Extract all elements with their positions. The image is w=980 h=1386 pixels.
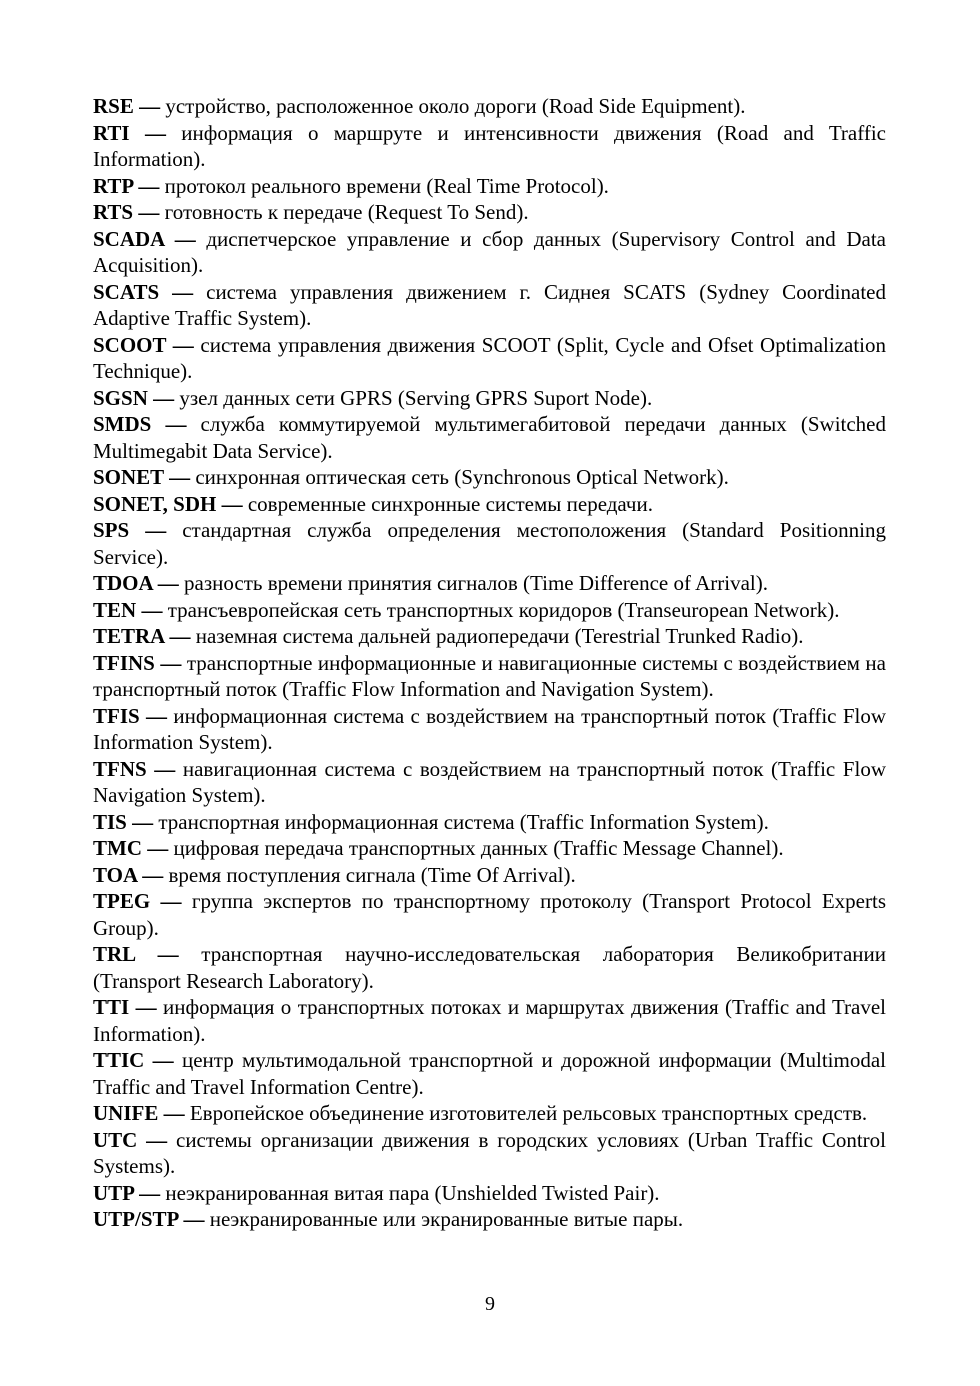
glossary-entry (93, 756, 886, 809)
glossary-entry (93, 862, 886, 889)
glossary-entry (93, 650, 886, 703)
glossary-entry (93, 226, 886, 279)
glossary-term: TMC (93, 836, 142, 860)
term-separator: — (133, 200, 165, 224)
glossary-entry (93, 491, 886, 518)
term-separator: — (136, 862, 169, 887)
term-separator: — (136, 597, 168, 622)
glossary-term: TDOA (93, 571, 153, 595)
term-separator: — (126, 809, 159, 834)
page-number: 9 (485, 1293, 495, 1315)
glossary-definition: группа экспертов по транспортному протоколу (Transport Protocol Experts Group). (93, 889, 886, 940)
term-separator: — (159, 279, 207, 304)
term-separator: — (146, 756, 183, 781)
glossary-entry (93, 1100, 886, 1127)
term-separator: — (166, 332, 201, 357)
term-separator: — (164, 226, 207, 251)
glossary-term: SCATS (93, 279, 160, 304)
term-separator: — (163, 465, 196, 489)
glossary-term: TIS (93, 809, 127, 834)
term-separator: — (147, 385, 180, 410)
glossary-entry (93, 464, 886, 491)
term-separator: — (152, 571, 185, 595)
term-separator: — (133, 94, 166, 118)
glossary-entry (93, 93, 886, 120)
term-separator: — (154, 650, 187, 675)
glossary-definition: служба коммутируемой мультимегабитовой передачи данных (Switched Multimegabit Data Service). (93, 412, 887, 463)
glossary-entry (93, 173, 886, 200)
glossary-entry (93, 888, 886, 941)
glossary-definition: готовность к передаче (Request To Send). (164, 200, 529, 224)
glossary-entry (93, 570, 886, 597)
term-separator: — (150, 889, 192, 913)
glossary-term: SMDS (93, 412, 152, 436)
glossary-entry (93, 1180, 886, 1207)
term-separator: — (133, 173, 165, 198)
glossary-entry (93, 809, 886, 836)
glossary-definition: неэкранированная витая пара (Unshielded Twisted Pair). (165, 1180, 660, 1205)
glossary-entry (93, 1047, 886, 1100)
glossary-definition: диспетчерское управление и сбор данных (Supervisory Control and Data Acquisition). (93, 226, 887, 277)
glossary-definition: разность времени принятия сигналов (Time Difference of Arrival). (184, 571, 768, 595)
term-separator: — (137, 1127, 176, 1152)
glossary-term: RTP (93, 173, 134, 198)
glossary-definition: неэкранированные или экранированные витые пары. (209, 1207, 684, 1231)
term-separator: — (158, 1101, 190, 1125)
glossary-definition: информационная система с воздействием на транспортный поток (Traffic Flow Information System). (93, 703, 886, 754)
glossary-definition: системы организации движения в городских условиях (Urban Traffic Control Systems). (93, 1127, 887, 1178)
glossary-term: TFINS (93, 650, 155, 675)
glossary-term: TTIC (93, 1048, 145, 1072)
glossary-entry (93, 385, 886, 412)
glossary-entry (93, 623, 886, 650)
glossary-definition: узел данных сети GPRS (Serving GPRS Suport Node). (179, 385, 653, 410)
term-separator: — (142, 836, 174, 860)
glossary-term: TPEG (93, 889, 151, 913)
glossary-definition: современные синхронные системы передачи. (247, 491, 653, 516)
glossary-definition: трансъевропейская сеть транспортных коридоров (Transeuropean Network). (167, 597, 840, 622)
glossary-definition: протокол реального времени (Real Time Protocol). (164, 173, 609, 198)
glossary-entry (93, 597, 886, 624)
glossary-definition: система управления движения SCOOT (Split, Cycle and Ofset Optimalization Technique). (93, 332, 887, 383)
glossary-term: RTS (93, 200, 134, 224)
glossary-entry (93, 199, 886, 226)
glossary-list (93, 93, 886, 1233)
glossary-term: TETRA (93, 624, 165, 648)
glossary-term: UTP/STP (93, 1207, 179, 1231)
glossary-term: TFNS (93, 756, 147, 781)
glossary-entry (93, 835, 886, 862)
term-separator: — (129, 518, 183, 542)
glossary-entry (93, 1206, 886, 1233)
glossary-definition: информация о транспортных потоках и маршрутах движения (Traffic and Travel Information). (93, 995, 886, 1046)
glossary-entry (93, 703, 886, 756)
glossary-term: TTI (93, 995, 130, 1019)
term-separator: — (178, 1207, 210, 1231)
term-separator: — (139, 703, 174, 728)
glossary-definition: центр мультимодальной транспортной и дорожной информации (Multimodal Traffic and Travel Information Centre). (93, 1048, 886, 1099)
glossary-definition: устройство, расположенное около дороги (Road Side Equipment). (165, 94, 746, 118)
glossary-term: TFIS (93, 703, 140, 728)
glossary-entry (93, 1127, 886, 1180)
glossary-definition: цифровая передача транспортных данных (Traffic Message Channel). (173, 836, 784, 860)
term-separator: — (144, 1048, 182, 1072)
glossary-term: SGSN (93, 385, 148, 410)
glossary-term: TEN (93, 597, 137, 622)
glossary-term: SONET (93, 465, 164, 489)
term-separator: — (135, 942, 202, 966)
glossary-term: RSE (93, 94, 134, 118)
glossary-entry (93, 517, 886, 570)
term-separator: — (216, 491, 248, 516)
glossary-definition: время поступления сигнала (Time Of Arrival). (168, 862, 576, 887)
glossary-definition: стандартная служба определения местоположения (Standard Positionning Service). (93, 518, 887, 569)
glossary-term: TOA (93, 862, 137, 887)
term-separator: — (129, 995, 164, 1019)
glossary-term: SONET, SDH (93, 491, 217, 516)
glossary-term: UTC (93, 1127, 138, 1152)
glossary-entry (93, 941, 886, 994)
glossary-definition: навигационная система с воздействием на транспортный поток (Traffic Flow Navigation System). (93, 756, 886, 807)
glossary-term: UNIFE (93, 1101, 159, 1125)
glossary-term: RTI (93, 120, 130, 145)
term-separator: — (129, 120, 182, 145)
glossary-definition: транспортная научно-исследовательская лаборатория Великобритании (Transport Research Laboratory). (93, 942, 886, 993)
glossary-definition: транспортная информационная система (Traffic Information System). (158, 809, 769, 834)
glossary-entry (93, 994, 886, 1047)
glossary-term: TRL (93, 942, 136, 966)
glossary-definition: информация о маршруте и интенсивности движения (Road and Traffic Information). (93, 120, 886, 171)
glossary-entry (93, 120, 886, 173)
term-separator: — (151, 412, 201, 436)
glossary-term: SCADA (93, 226, 165, 251)
glossary-definition: синхронная оптическая сеть (Synchronous Optical Network). (195, 465, 729, 489)
term-separator: — (164, 624, 196, 648)
glossary-entry (93, 332, 886, 385)
glossary-term: SCOOT (93, 332, 167, 357)
glossary-term: UTP (93, 1180, 134, 1205)
glossary-entry (93, 279, 886, 332)
glossary-definition: наземная система дальней радиопередачи (Terestrial Trunked Radio). (195, 624, 804, 648)
glossary-term: SPS (93, 518, 130, 542)
glossary-definition: транспортные информационные и навигационные системы с воздействием на транспортный поток (Traffic Flow Information and Navigation System). (93, 650, 886, 701)
glossary-definition: система управления движением г. Сиднея SCATS (Sydney Coordinated Adaptive Traffic System). (93, 279, 886, 330)
glossary-definition: Европейское объединение изготовителей рельсовых транспортных средств. (189, 1101, 868, 1125)
glossary-entry (93, 411, 886, 464)
term-separator: — (133, 1180, 166, 1205)
